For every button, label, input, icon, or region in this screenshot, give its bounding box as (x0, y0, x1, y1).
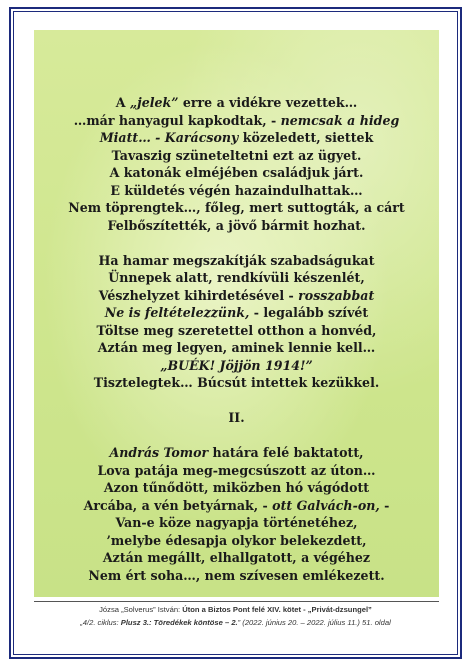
poem-line-segment: Lova patája meg-megcsúszott az úton… (97, 462, 376, 478)
poem-background-panel (34, 30, 439, 597)
poem-line-segment: …már hanyagul kapkodtak, - (73, 112, 281, 128)
footer-divider (34, 601, 439, 602)
poem-line (34, 322, 439, 340)
poem-line (34, 479, 439, 497)
poem-line (34, 514, 439, 532)
poem-line (34, 164, 439, 182)
poem-line-segment: Tavaszig szüneteltetni ezt az ügyet. (111, 147, 362, 163)
poem-line-segment: határa felé baktatott, (208, 445, 364, 460)
footer-line-2 (14, 616, 457, 629)
poem-line (34, 269, 439, 287)
poem-line-segment: Vészhelyzet kihirdetésével - (98, 287, 299, 303)
poem-line-segment: - legalább szívét (249, 305, 369, 320)
footer-text-segment: ” (2022. június 20. – 2022. július 11.) 51. oldal (237, 618, 391, 627)
poem-line (34, 287, 439, 305)
footer-text-segment: Józsa „Solverus” István: (99, 605, 183, 614)
poem-line-segment: Ünnepek alatt, rendkívüli készenlét, (108, 270, 365, 285)
poem-line-segment: E küldetés végén hazaindulhattak… (110, 182, 363, 198)
poem-line-segment: „BUÉK! Jöjjön 1914!” (160, 357, 313, 373)
poem-line (34, 567, 439, 585)
poem-line (34, 549, 439, 567)
poem-line-segment: Ha hamar megszakítják szabadságukat (98, 252, 375, 268)
poem-line (34, 444, 439, 462)
poem-line-segment: Nem ért soha…, nem szívesen emlékezett. (88, 567, 385, 583)
poem-line-segment: Nem töprengtek…, főleg, mert suttogták, a cárt (68, 200, 405, 215)
footer-line-1 (14, 603, 457, 616)
poem-line (34, 357, 439, 375)
poem-line (34, 199, 439, 217)
poem (34, 94, 439, 584)
poem-line (34, 339, 439, 357)
poem-line-segment: ’melybe édesapja olykor belekezdett, (106, 532, 367, 548)
section-heading: II. (228, 410, 245, 425)
poem-line (34, 304, 439, 322)
poem-line (34, 252, 439, 270)
poem-line-segment: A katonák elméjében családjuk járt. (109, 165, 364, 180)
poem-line-segment: közeledett, siettek (238, 130, 374, 145)
poem-line (34, 182, 439, 200)
footer (14, 603, 457, 629)
poem-line-segment: ott Galvách-on, (272, 497, 380, 513)
poem-line-segment: Tisztelegtek… Búcsút intettek kezükkel. (93, 375, 380, 390)
poem-line (34, 462, 439, 480)
poem-line (34, 147, 439, 165)
poem-line-segment: Miatt… - Karácsony (99, 130, 239, 145)
poem-line-segment: Ne is feltételezzünk, (104, 305, 250, 320)
poem-line-segment: rosszabbat (298, 287, 375, 303)
poem-line (34, 497, 439, 515)
poem-line (34, 94, 439, 112)
poem-line-segment: András Tomor (109, 445, 209, 460)
poem-line (34, 217, 439, 235)
poem-line (34, 374, 439, 392)
poem-line-segment: „jelek” (129, 95, 179, 110)
footer-text-segment: Plusz 3.: Töredékek köntöse – 2. (120, 618, 238, 627)
poem-line-segment: erre a vidékre vezettek… (178, 95, 358, 110)
footer-text-segment: „4/2. ciklus: (80, 618, 121, 627)
poem-line (34, 129, 439, 147)
poem-line-segment: Arcába, a vén betyárnak, - (83, 497, 273, 513)
poem-line (34, 112, 439, 130)
stanza-2 (34, 252, 439, 392)
poem-line-segment: Van-e köze nagyapja történetéhez, (115, 515, 358, 530)
stanza-1 (34, 94, 439, 234)
footer-text-segment: Úton a Biztos Pont felé XIV. kötet - „Privát-dzsungel” (182, 605, 372, 614)
poem-line-segment: - (379, 497, 390, 513)
poem-line-segment: Azon tűnődött, miközben hó vágódott (103, 480, 370, 495)
poem-line-segment: Töltse meg szeretettel otthon a honvéd, (96, 322, 377, 338)
poem-line-segment: Felbőszítették, a jövő bármit hozhat. (107, 217, 366, 233)
poem-line-segment: nemcsak a hideg (280, 112, 400, 128)
poem-line-segment: Aztán meg legyen, aminek lennie kell… (97, 340, 376, 355)
poem-line-segment: Aztán megállt, elhallgatott, a végéhez (102, 550, 371, 565)
poem-line-segment: A (115, 95, 130, 110)
stanza-3 (34, 444, 439, 584)
poem-line (34, 532, 439, 550)
